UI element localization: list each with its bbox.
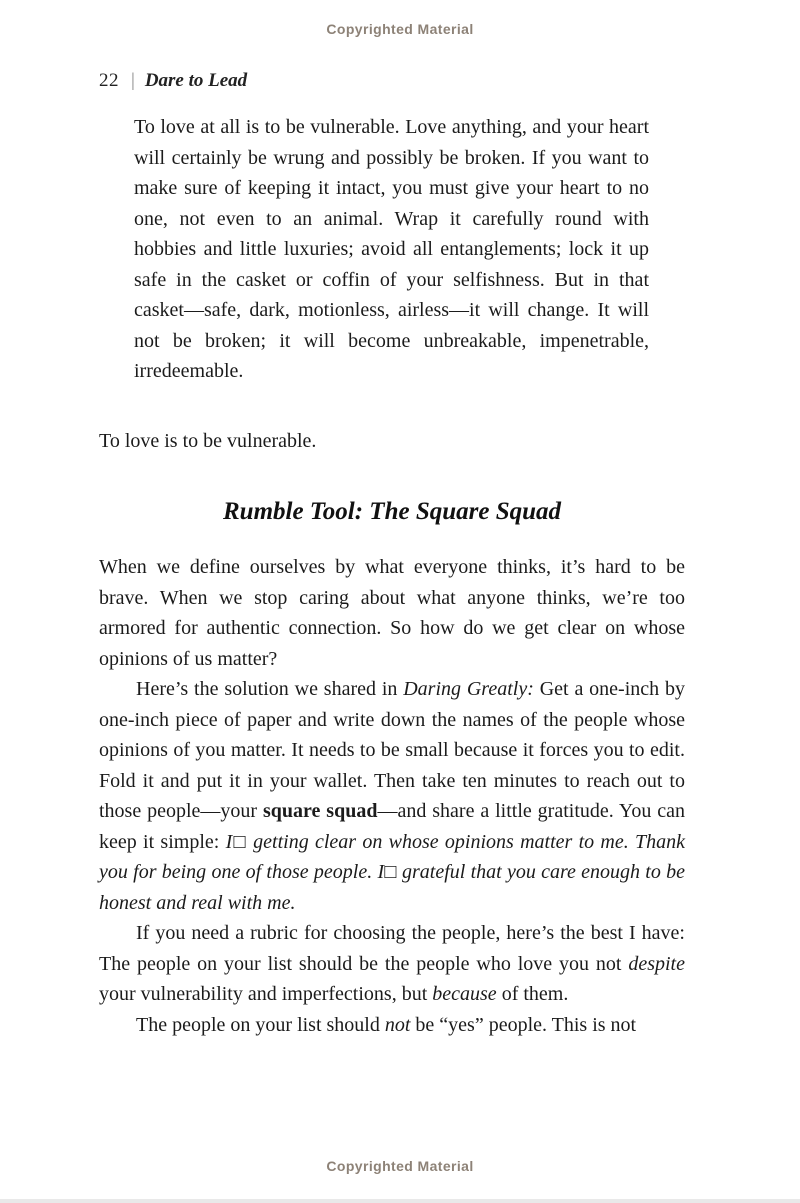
page-header — [99, 70, 685, 92]
paragraph-4 — [99, 1010, 685, 1041]
section-heading: Rumble Tool: The Square Squad — [222, 498, 562, 525]
because-italic: because — [432, 983, 497, 1005]
quote-block: To love at all is to be vulnerable. Love anything, and your heart will certainly be wrung and possibly be broken. If you want to make sure of keeping it intact, you must give your heart to no one, not even to an animal. Wrap it carefully round with hobbies and little luxuries; avoid all entanglements; lock it up safe in the casket or coffin of your selfishness. But in that casket—safe, dark, motionless, airless—it will change. It will not be broken; it will become unbreakable, impenetrable, irredeemable. — [134, 116, 649, 382]
paragraph-3-text: of them. — [496, 983, 569, 1005]
book-title: Dare to Lead — [144, 70, 248, 91]
paragraph-4-text: be “yes” people. This is not — [410, 1013, 637, 1036]
paragraph-3 — [99, 918, 685, 1010]
despite-italic: despite — [628, 952, 685, 975]
not-italic: not — [384, 1013, 411, 1036]
paragraph-3-text: If you need a rubric for choosing the people, here’s the best I have: The people on your list should be the people who love you not — [99, 922, 685, 975]
paragraph-4-text: The people on your list should — [136, 1013, 385, 1036]
copyright-notice-top: Copyrighted Material — [326, 21, 474, 37]
page-bottom-edge — [0, 1199, 800, 1203]
paragraph-2-text: —and share a little gratitude. You can keep it simple: — [99, 800, 686, 853]
paragraph-1: When we define ourselves by what everyone thinks, it’s hard to be brave. When we stop caring about what anyone thinks, we’re too armored for authentic connection. So how do we get clear on whose opinions of us matter? — [99, 556, 685, 670]
page-number: 22 — [99, 70, 119, 91]
paragraph-3-text: your vulnerability and imperfections, but — [99, 983, 433, 1005]
header-separator: | — [131, 70, 135, 91]
after-quote-line: To love is to be vulnerable. — [99, 429, 317, 452]
page-content — [99, 70, 685, 1040]
paragraph-2 — [99, 674, 685, 918]
copyright-notice-bottom: Copyrighted Material — [326, 1158, 474, 1174]
book-reference-italic: Daring Greatly: — [403, 678, 534, 700]
square-squad-bold: square squad — [262, 800, 378, 822]
paragraph-2-text: Get a one-inch by one-inch piece of paper and write down the names of the people whose opinions of you matter. It needs to be small because it forces you to edit. Fold it and put it in your wallet. Then take ten minutes to reach out to those people—your — [99, 678, 685, 822]
example-script-italic: I□ getting clear on whose opinions matter to me. Thank you for being one of those people. I□ grateful that you care enough to be honest and real with me. — [99, 830, 685, 914]
paragraph-2-text: Here’s the solution we shared in — [136, 678, 404, 700]
